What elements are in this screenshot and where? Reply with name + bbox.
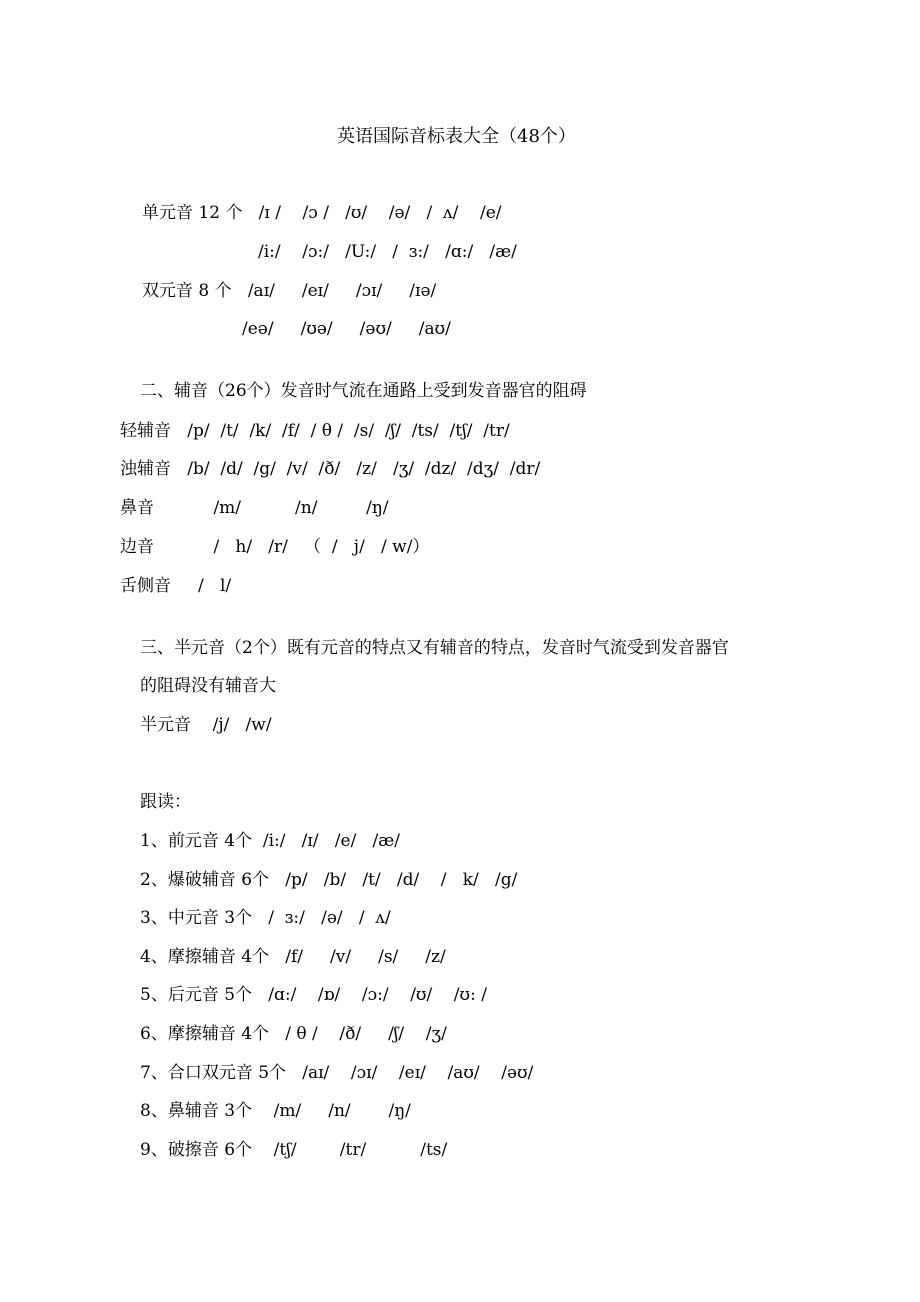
semivowels-list: 半元音 /j/ /w/: [140, 715, 272, 735]
follow-item: 6、摩擦辅音 4个 / θ / /ð/ /ʃ/ /ʒ/: [140, 1024, 447, 1044]
page-title: 英语国际音标表大全（48个）: [337, 126, 576, 147]
monophthong-line-1: 单元音 12 个 /ɪ / /ɔ / /ʊ/ /ə/ / ʌ/ /e/: [142, 203, 502, 223]
follow-item: 1、前元音 4个 /i:/ /ɪ/ /e/ /æ/: [140, 831, 400, 851]
voiceless-consonants: 轻辅音 /p/ /t/ /k/ /f/ / θ / /s/ /ʃ/ /ts/ /tʃ/ /tr/: [120, 421, 510, 441]
follow-item: 5、后元音 5个 /ɑ:/ /ɒ/ /ɔ:/ /ʊ/ /ʊ: /: [140, 985, 487, 1005]
voiced-consonants: 浊辅音 /b/ /d/ /g/ /v/ /ð/ /z/ /ʒ/ /dz/ /dʒ/ /dr/: [120, 459, 541, 479]
diphthong-line-1: 双元音 8 个 /aɪ/ /eɪ/ /ɔɪ/ /ɪə/: [142, 281, 437, 301]
follow-item: 9、破擦音 6个 /tʃ/ /tr/ /ts/: [140, 1140, 448, 1160]
follow-item: 4、摩擦辅音 4个 /f/ /v/ /s/ /z/: [140, 947, 446, 967]
nasal-consonants: 鼻音 /m/ /n/ /ŋ/: [120, 498, 389, 518]
monophthong-line-2: /i:/ /ɔ:/ /U:/ / ɜ:/ /ɑ:/ /æ/: [258, 242, 517, 262]
semivowels-heading-line-2: 的阻碍没有辅音大: [140, 676, 276, 696]
follow-item: 7、合口双元音 5个 /aɪ/ /ɔɪ/ /eɪ/ /aʊ/ /əʊ/: [140, 1063, 534, 1083]
lateral-consonants: 边音 / h/ /r/ （ / j/ / w/）: [120, 537, 430, 557]
follow-heading: 跟读：: [140, 792, 191, 812]
consonants-heading: 二、辅音（26个）发音时气流在通路上受到发音器官的阻碍: [140, 381, 587, 401]
diphthong-line-2: /eə/ /ʊə/ /əʊ/ /aʊ/: [242, 319, 451, 339]
semivowels-heading-line-1: 三、半元音（2个）既有元音的特点又有辅音的特点，发音时气流受到发音器官: [140, 638, 729, 658]
follow-item: 2、爆破辅音 6个 /p/ /b/ /t/ /d/ / k/ /g/: [140, 870, 518, 890]
follow-item: 3、中元音 3个 / ɜ:/ /ə/ / ʌ/: [140, 908, 391, 928]
follow-item: 8、鼻辅音 3个 /m/ /n/ /ŋ/: [140, 1101, 411, 1121]
lateral-tongue-consonants: 舌侧音 / l/: [120, 576, 232, 596]
